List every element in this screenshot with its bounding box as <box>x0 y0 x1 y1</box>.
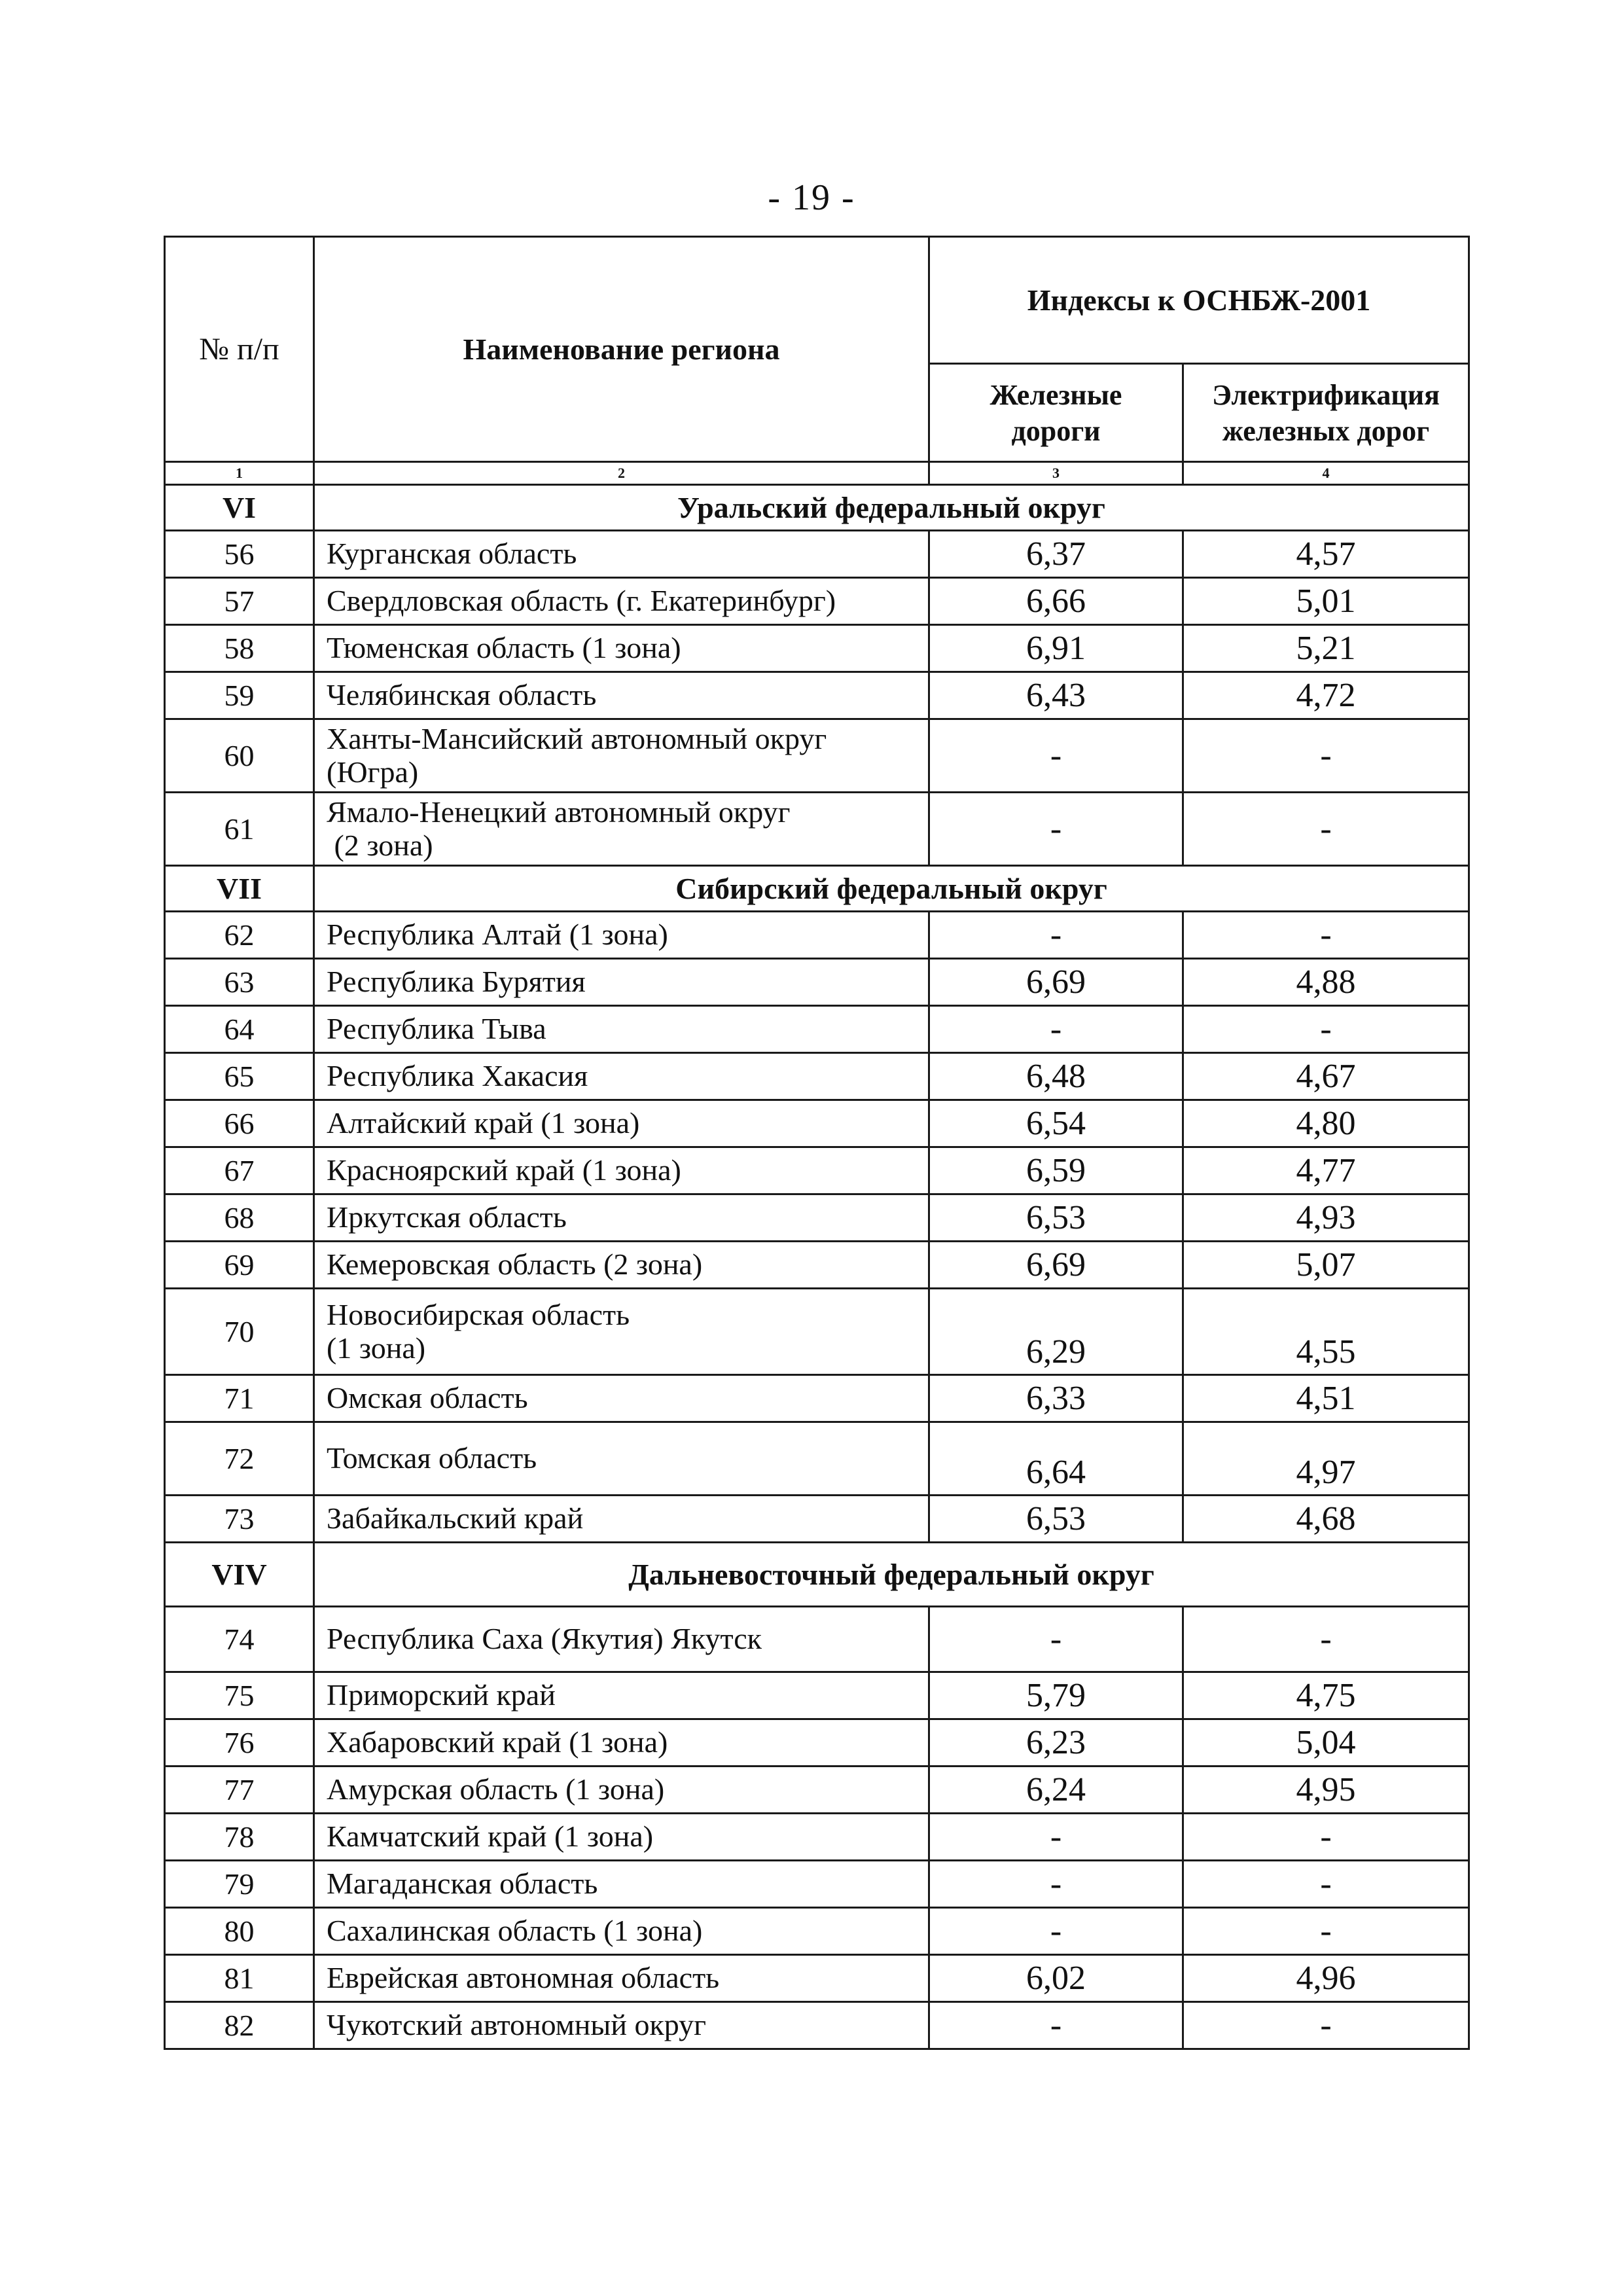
row-number: 63 <box>165 959 314 1006</box>
region-name <box>314 793 929 866</box>
electrification-index: 4,67 <box>1183 1053 1469 1100</box>
electrification-index: 4,96 <box>1183 1955 1469 2002</box>
section-title: Дальневосточный федеральный округ <box>314 1543 1469 1607</box>
column-index-1: 1 <box>165 462 314 485</box>
header-electrification-line1: Электрификация <box>1212 378 1440 411</box>
header-railways <box>929 364 1183 462</box>
row-number: 77 <box>165 1767 314 1814</box>
section-row <box>165 1543 1469 1607</box>
header-electrification <box>1183 364 1469 462</box>
region-name: Тюменская область (1 зона) <box>314 625 929 672</box>
row-number: 68 <box>165 1194 314 1242</box>
railway-index: 6,33 <box>929 1375 1183 1422</box>
railway-index: 6,54 <box>929 1100 1183 1147</box>
electrification-index: 4,93 <box>1183 1194 1469 1242</box>
row-number: 79 <box>165 1861 314 1908</box>
table-row <box>165 793 1469 866</box>
region-name-line2: (Югра) <box>327 755 419 789</box>
row-number: 64 <box>165 1006 314 1053</box>
electrification-index: 4,97 <box>1183 1422 1469 1496</box>
row-number: 80 <box>165 1908 314 1955</box>
table-row <box>165 672 1469 719</box>
electrification-index: 5,01 <box>1183 578 1469 625</box>
region-name: Томская область <box>314 1422 929 1496</box>
electrification-index: 4,95 <box>1183 1767 1469 1814</box>
railway-index: 6,66 <box>929 578 1183 625</box>
electrification-index: - <box>1183 793 1469 866</box>
region-name: Республика Саха (Якутия) Якутск <box>314 1607 929 1672</box>
row-number: 71 <box>165 1375 314 1422</box>
region-name: Омская область <box>314 1375 929 1422</box>
section-title: Уральский федеральный округ <box>314 485 1469 531</box>
railway-index: 6,23 <box>929 1719 1183 1767</box>
row-number: 69 <box>165 1242 314 1289</box>
table-row <box>165 531 1469 578</box>
table-row <box>165 1100 1469 1147</box>
electrification-index: - <box>1183 2002 1469 2049</box>
table-row <box>165 578 1469 625</box>
electrification-index: - <box>1183 1607 1469 1672</box>
table-body <box>165 485 1469 2049</box>
regional-index-table <box>164 236 1470 2050</box>
region-name: Кемеровская область (2 зона) <box>314 1242 929 1289</box>
railway-index: - <box>929 912 1183 959</box>
railway-index: 6,59 <box>929 1147 1183 1194</box>
railway-index: 6,24 <box>929 1767 1183 1814</box>
section-roman: VI <box>165 485 314 531</box>
table-row <box>165 1496 1469 1543</box>
electrification-index: 5,04 <box>1183 1719 1469 1767</box>
region-name: Республика Хакасия <box>314 1053 929 1100</box>
row-number: 66 <box>165 1100 314 1147</box>
table-row <box>165 1955 1469 2002</box>
railway-index: 6,43 <box>929 672 1183 719</box>
railway-index: - <box>929 1908 1183 1955</box>
railway-index: - <box>929 1607 1183 1672</box>
table-row <box>165 1672 1469 1719</box>
row-number: 65 <box>165 1053 314 1100</box>
railway-index: 6,37 <box>929 531 1183 578</box>
page-number: - 19 - <box>768 177 855 218</box>
region-name: Республика Алтай (1 зона) <box>314 912 929 959</box>
electrification-index: - <box>1183 719 1469 793</box>
table-row <box>165 1006 1469 1053</box>
region-name: Курганская область <box>314 531 929 578</box>
region-name: Алтайский край (1 зона) <box>314 1100 929 1147</box>
table-row <box>165 1194 1469 1242</box>
row-number: 70 <box>165 1289 314 1375</box>
region-name-line2: (1 зона) <box>327 1331 426 1365</box>
row-number: 81 <box>165 1955 314 2002</box>
electrification-index: 4,72 <box>1183 672 1469 719</box>
railway-index: 6,69 <box>929 959 1183 1006</box>
region-name: Хабаровский край (1 зона) <box>314 1719 929 1767</box>
railway-index: - <box>929 1861 1183 1908</box>
table-row <box>165 1289 1469 1375</box>
region-name: Чукотский автономный округ <box>314 2002 929 2049</box>
table-row <box>165 1908 1469 1955</box>
section-roman: VII <box>165 866 314 912</box>
railway-index: 5,79 <box>929 1672 1183 1719</box>
table-row <box>165 1147 1469 1194</box>
electrification-index: 4,68 <box>1183 1496 1469 1543</box>
electrification-index: 4,57 <box>1183 531 1469 578</box>
railway-index: 6,53 <box>929 1496 1183 1543</box>
header-electrification-line2: железных дорог <box>1222 414 1430 447</box>
railway-index: 6,53 <box>929 1194 1183 1242</box>
electrification-index: - <box>1183 1908 1469 1955</box>
electrification-index: - <box>1183 912 1469 959</box>
region-name: Сахалинская область (1 зона) <box>314 1908 929 1955</box>
header-region-name: Наименование региона <box>314 237 929 462</box>
region-name: Амурская область (1 зона) <box>314 1767 929 1814</box>
table-row <box>165 1719 1469 1767</box>
railway-index: 6,64 <box>929 1422 1183 1496</box>
row-number: 60 <box>165 719 314 793</box>
railway-index: - <box>929 1814 1183 1861</box>
region-name: Еврейская автономная область <box>314 1955 929 2002</box>
table-row <box>165 912 1469 959</box>
section-row <box>165 485 1469 531</box>
electrification-index: - <box>1183 1861 1469 1908</box>
table-row <box>165 1375 1469 1422</box>
railway-index: 6,91 <box>929 625 1183 672</box>
region-name-line1: Ямало-Ненецкий автономный округ <box>327 795 791 829</box>
table-row <box>165 1422 1469 1496</box>
column-index-3: 3 <box>929 462 1183 485</box>
section-title: Сибирский федеральный округ <box>314 866 1469 912</box>
region-name: Забайкальский край <box>314 1496 929 1543</box>
electrification-index: 4,75 <box>1183 1672 1469 1719</box>
header-number: № п/п <box>165 237 314 462</box>
region-name: Приморский край <box>314 1672 929 1719</box>
row-number: 59 <box>165 672 314 719</box>
section-row <box>165 866 1469 912</box>
table-row <box>165 719 1469 793</box>
row-number: 82 <box>165 2002 314 2049</box>
section-roman: VIV <box>165 1543 314 1607</box>
row-number: 75 <box>165 1672 314 1719</box>
row-number: 56 <box>165 531 314 578</box>
region-name: Магаданская область <box>314 1861 929 1908</box>
region-name: Челябинская область <box>314 672 929 719</box>
column-index-row <box>165 462 1469 485</box>
electrification-index: 4,77 <box>1183 1147 1469 1194</box>
region-name: Республика Тыва <box>314 1006 929 1053</box>
electrification-index: 4,88 <box>1183 959 1469 1006</box>
railway-index: 6,29 <box>929 1289 1183 1375</box>
railway-index: 6,02 <box>929 1955 1183 2002</box>
table-row <box>165 959 1469 1006</box>
electrification-index: 4,55 <box>1183 1289 1469 1375</box>
region-name-line1: Новосибирская область <box>327 1297 630 1331</box>
railway-index: 6,48 <box>929 1053 1183 1100</box>
electrification-index: 4,51 <box>1183 1375 1469 1422</box>
table-row <box>165 1814 1469 1861</box>
electrification-index: - <box>1183 1006 1469 1053</box>
row-number: 67 <box>165 1147 314 1194</box>
table-row <box>165 2002 1469 2049</box>
region-name: Камчатский край (1 зона) <box>314 1814 929 1861</box>
column-index-2: 2 <box>314 462 929 485</box>
row-number: 57 <box>165 578 314 625</box>
row-number: 72 <box>165 1422 314 1496</box>
row-number: 61 <box>165 793 314 866</box>
region-name <box>314 719 929 793</box>
row-number: 73 <box>165 1496 314 1543</box>
table-row <box>165 625 1469 672</box>
row-number: 76 <box>165 1719 314 1767</box>
table-row <box>165 1242 1469 1289</box>
region-name-line2: (2 зона) <box>327 828 433 862</box>
electrification-index: 5,07 <box>1183 1242 1469 1289</box>
table-row <box>165 1053 1469 1100</box>
railway-index: - <box>929 719 1183 793</box>
electrification-index: 5,21 <box>1183 625 1469 672</box>
header-railways-line1: Железные <box>990 378 1122 411</box>
region-name: Иркутская область <box>314 1194 929 1242</box>
railway-index: 6,69 <box>929 1242 1183 1289</box>
table-row <box>165 1861 1469 1908</box>
electrification-index: - <box>1183 1814 1469 1861</box>
railway-index: - <box>929 1006 1183 1053</box>
railway-index: - <box>929 793 1183 866</box>
table-row <box>165 1607 1469 1672</box>
header-index-group: Индексы к ОСНБЖ-2001 <box>929 237 1469 364</box>
region-name <box>314 1289 929 1375</box>
region-name: Республика Бурятия <box>314 959 929 1006</box>
row-number: 78 <box>165 1814 314 1861</box>
header-railways-line2: дороги <box>1011 414 1101 447</box>
region-name: Свердловская область (г. Екатеринбург) <box>314 578 929 625</box>
railway-index: - <box>929 2002 1183 2049</box>
row-number: 58 <box>165 625 314 672</box>
region-name: Красноярский край (1 зона) <box>314 1147 929 1194</box>
row-number: 62 <box>165 912 314 959</box>
electrification-index: 4,80 <box>1183 1100 1469 1147</box>
table-row <box>165 1767 1469 1814</box>
column-index-4: 4 <box>1183 462 1469 485</box>
region-name-line1: Ханты-Мансийский автономный округ <box>327 721 827 755</box>
row-number: 74 <box>165 1607 314 1672</box>
